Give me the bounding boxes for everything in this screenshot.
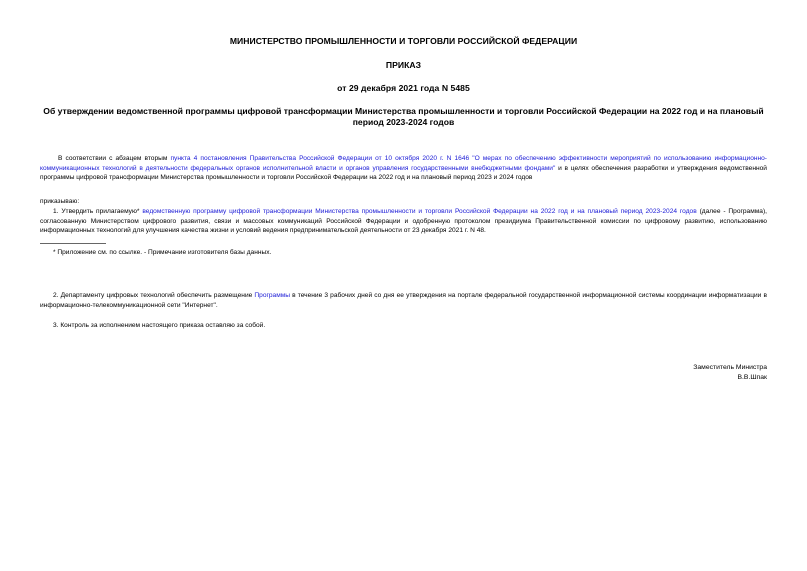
signature-position: Заместитель Министра [693,364,767,371]
date-number-heading: от 29 декабря 2021 года N 5485 [337,83,470,93]
item-3-paragraph: 3. Контроль за исполнением настоящего приказа оставляю за собой. [53,322,266,329]
item-1-text-2: (далее - Программа), согласованную Министерством цифрового развития, связи и массовых коммуникаций Российской Федерации и одобренную протоколом президиума Правительственной комиссии по цифровому развитию, использованию информационных технологий для улучшения качества жизни и условий ведения предпринимательской деятельности от 23 декабря 2021 г. N 48. [40,208,767,235]
item-2-paragraph [40,291,767,310]
item-2-text-1: 2. Департаменту цифровых технологий обеспечить размещение [53,292,255,299]
doc-type-heading: ПРИКАЗ [385,60,422,70]
item-1-paragraph [40,207,767,236]
order-word: приказываю: [40,198,80,205]
preamble-text-1: В соответствии с абзацем вторым [58,155,171,162]
footnote-separator [40,243,106,244]
item-1-text-1: 1. Утвердить прилагаемую* [53,208,143,215]
document-title: Об утверждении ведомственной программы цифровой трансформации Министерства промышленности и торговли Российской Федерации на 2022 год и на плановый период 2023-2024 годов [43,106,764,127]
preamble-text-2: и в целях обеспечения разработки и утверждения ведомственной программы цифровой трансформации Министерства промышленности и торговли Российской Федерации на 2022 год и на плановый период 2023 и 2024 годов [40,164,767,182]
footnote: * Приложение см. по ссылке. - Примечание изготовителя базы данных. [53,249,272,256]
signature-name: В.В.Шпак [737,374,767,381]
programs-link[interactable]: Программы [254,292,291,299]
item-2-text-2: в течение 3 рабочих дней со дня ее утверждения на портале федеральной государственной информационной системы координации информатизации в информационно-телекоммуникационной сети "Интернет". [40,292,767,309]
ministry-heading: МИНИСТЕРСТВО ПРОМЫШЛЕННОСТИ И ТОРГОВЛИ РОССИЙСКОЙ ФЕДЕРАЦИИ [229,36,578,46]
program-link[interactable]: ведомственную программу цифровой трансформации Министерства промышленности и торговли Российской Федерации на 2022 год и на плановый период 2023-2024 годов [142,208,697,215]
preamble-paragraph [40,154,767,183]
decree-1646-link[interactable]: пункта 4 постановления Правительства Российской Федерации от 10 октября 2020 г. N 1646 "О мерах по обеспечению эффективности мероприятий по использованию информационно-коммуникационных технологий в деятельности федеральных органов исполнительной власти и органов управления государственными внебюджетными фондами" [40,155,768,172]
